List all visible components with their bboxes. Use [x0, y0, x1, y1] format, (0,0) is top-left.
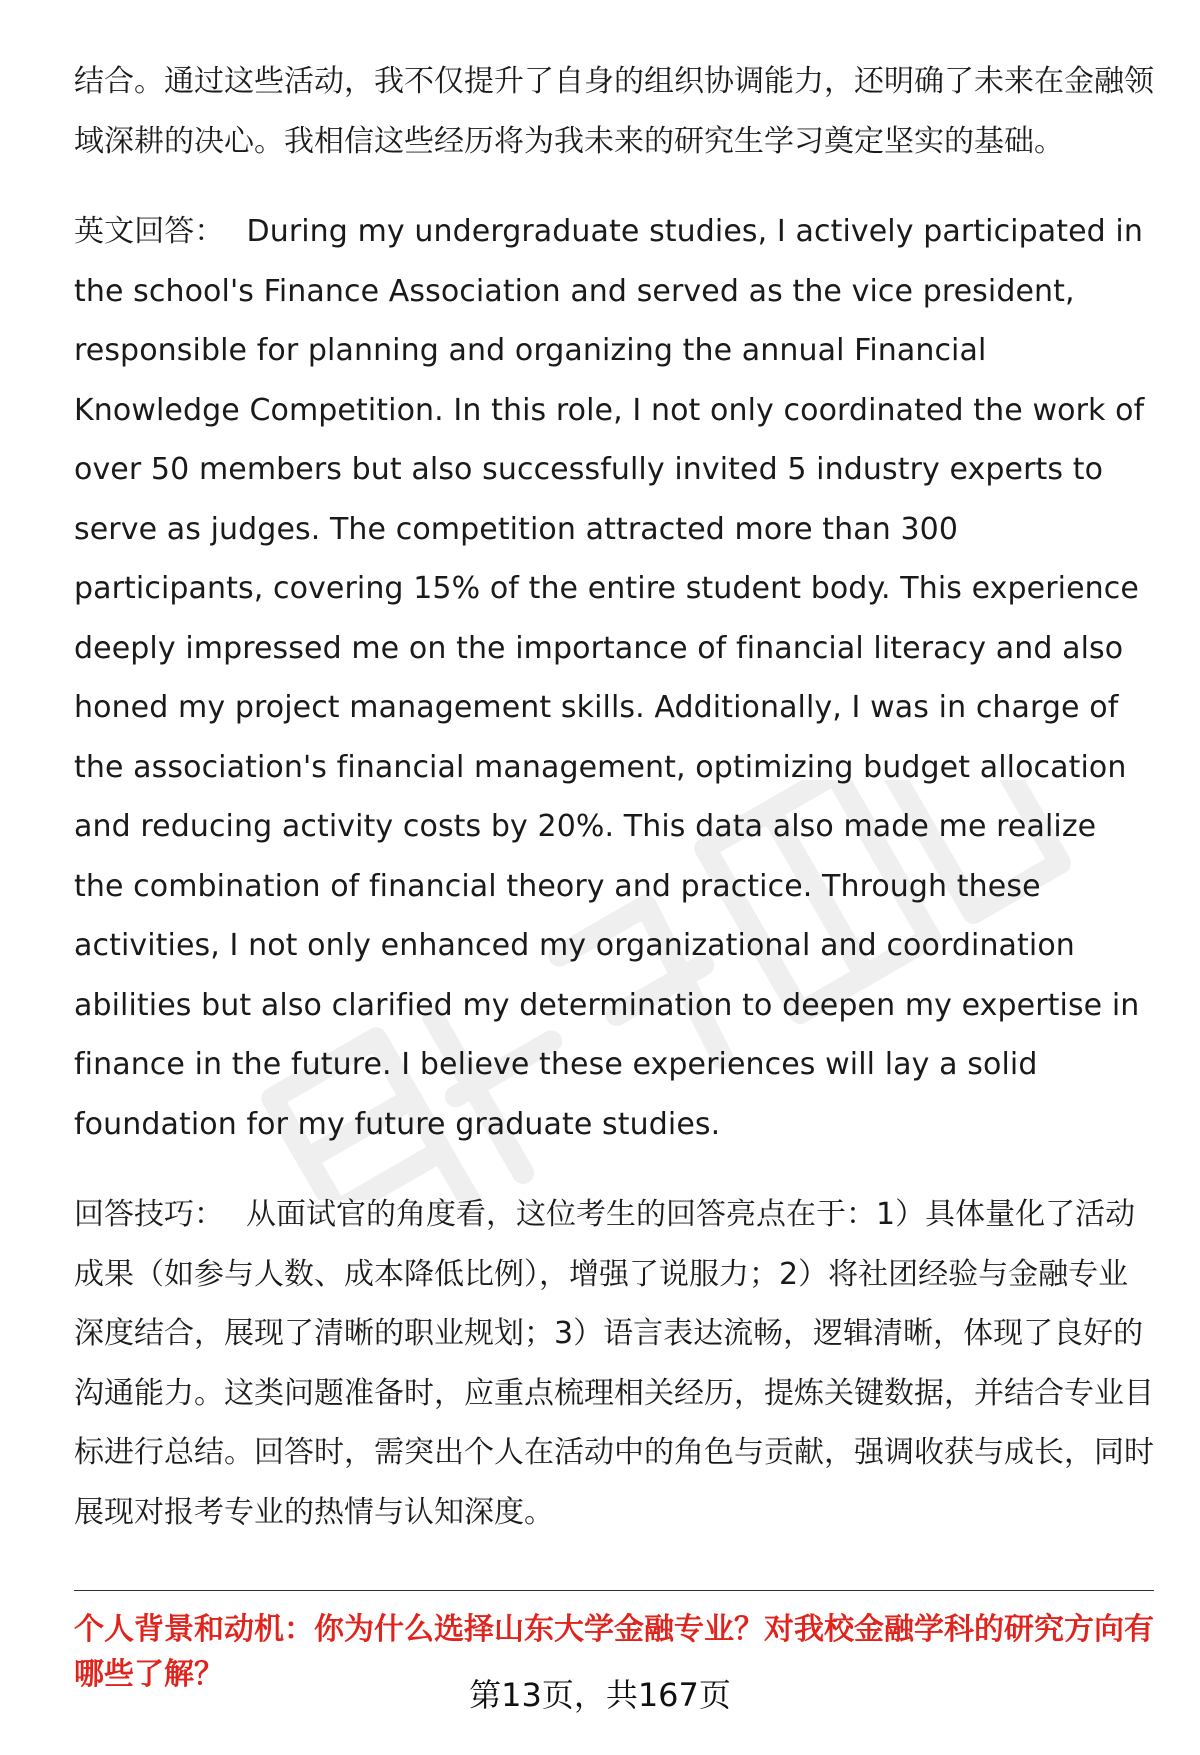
english-answer-label: 英文回答： [74, 214, 225, 249]
answer-tips-text: 从面试官的角度看，这位考生的回答亮点在于：1）具体量化了活动成果（如参与人数、成本降低比例），增强了说服力；2）将社团经验与金融专业深度结合，展现了清晰的职业规划；3）语言表达流畅，逻辑清晰，体现了良好的沟通能力。这类问题准备时，应重点梳理相关经历，提炼关键数据，并结合专业目标进行总结。回答时，需突出个人在活动中的角色与贡献，强调收获与成长，同时展现对报考专业的热情与认知深度。 [74, 1197, 1154, 1530]
next-question-heading: 个人背景和动机：你为什么选择山东大学金融专业？对我校金融学科的研究方向有哪些了解？ [74, 1612, 1154, 1692]
page-indicator: 第13页，共167页 [469, 1676, 731, 1714]
section-divider [74, 1590, 1154, 1591]
intro-paragraph [74, 52, 1154, 171]
english-answer-paragraph [74, 202, 1154, 1154]
answer-tips-paragraph [74, 1185, 1154, 1542]
intro-text: 结合。通过这些活动，我不仅提升了自身的组织协调能力，还明确了未来在金融领域深耕的决心。我相信这些经历将为我未来的研究生学习奠定坚实的基础。 [74, 64, 1154, 159]
document-page [74, 52, 1154, 1697]
english-answer-text: During my undergraduate studies, I actively participated in the school's Finance Association and served as the vice president, responsible for planning and organizing the annual Financial Knowledge Competition. In this role, I not only coordinated the work of over 50 members but also successfully invited 5 industry experts to serve as judges. The competition attracted more than 300 participants, covering 15% of the entire student body. This experience deeply impressed me on the importance of financial literacy and also honed my project management skills. Additionally, I was in charge of the association's financial management, optimizing budget allocation and reducing activity costs by 20%. This data also made me realize the combination of financial theory and practice. Through these activities, I not only enhanced my organizational and coordination abilities but also clarified my determination to deepen my expertise in finance in the future. I believe these experiences will lay a solid foundation for my future graduate studies. [74, 214, 1145, 1142]
answer-tips-label: 回答技巧： [74, 1197, 224, 1232]
